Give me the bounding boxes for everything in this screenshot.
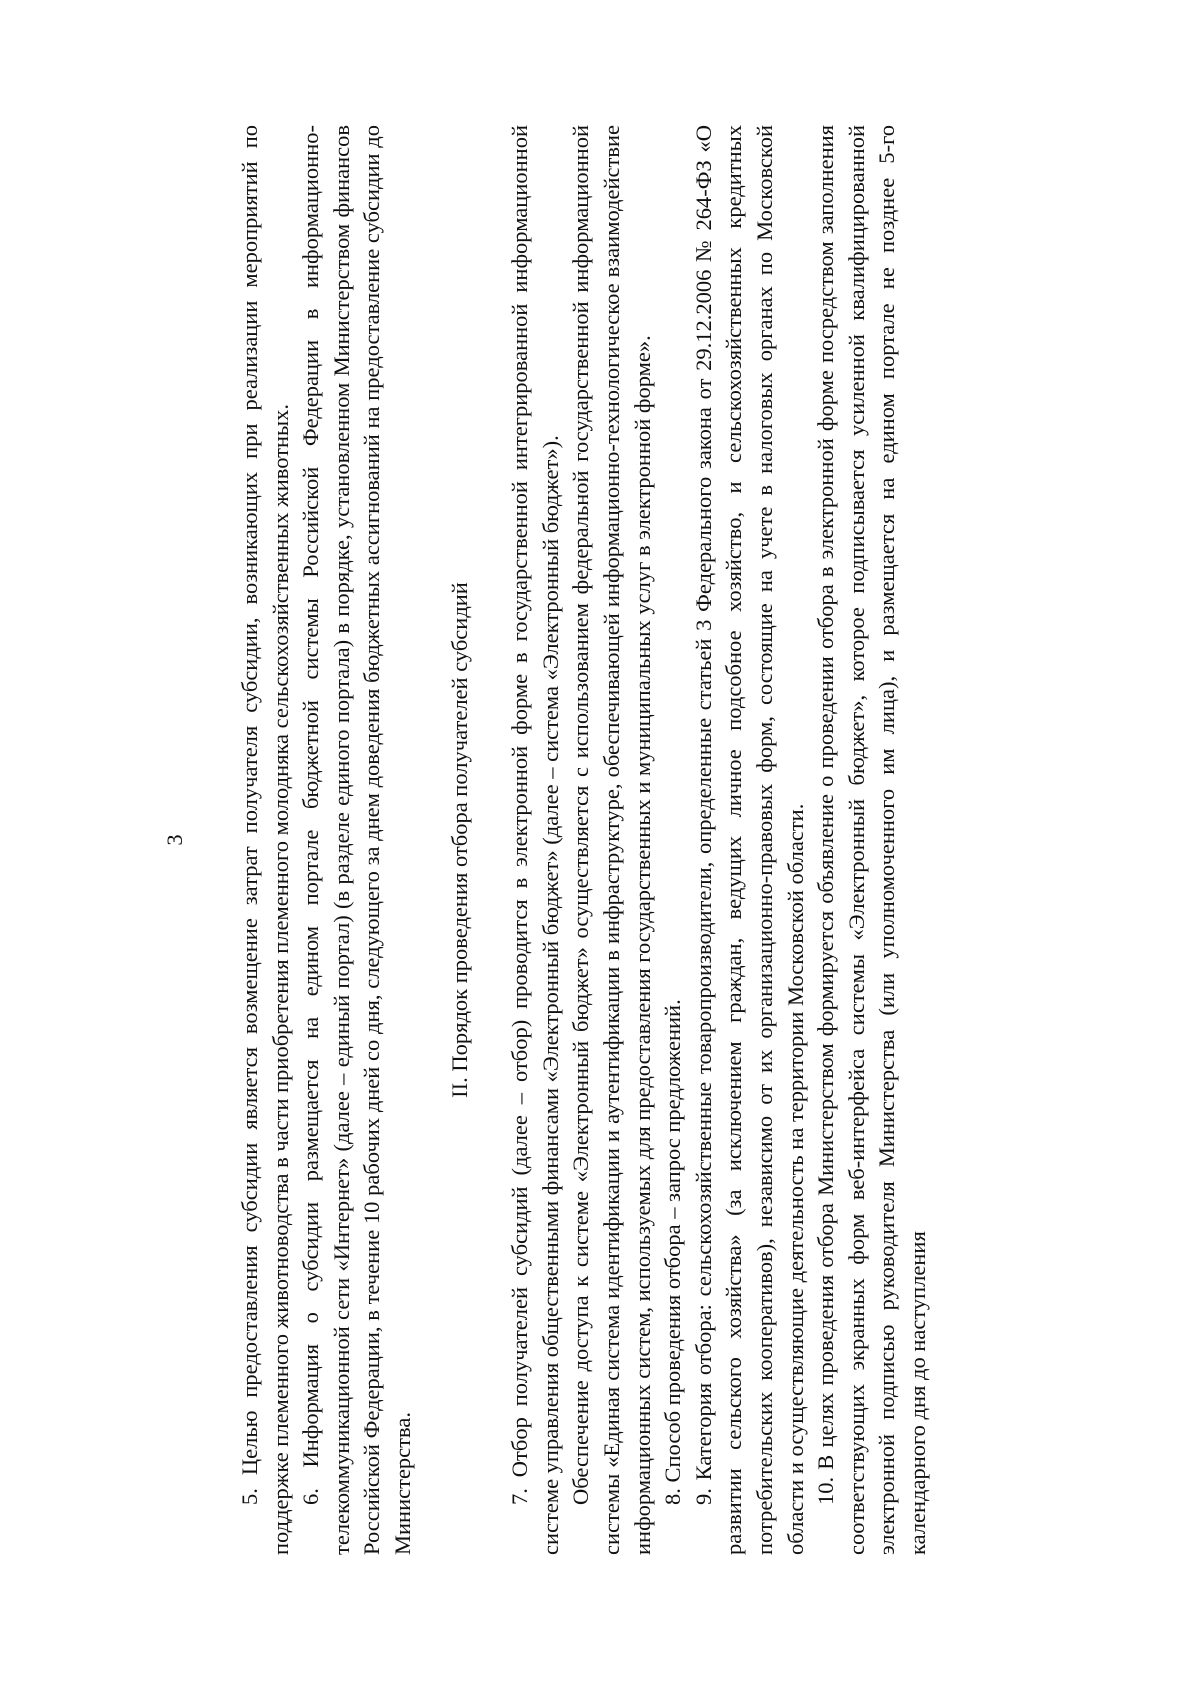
section-heading: II. Порядок проведения отбора получателей субсидий xyxy=(446,582,472,1098)
paragraph-6: 6. Информация о субсидии размещается на едином портале бюджетной системы Российской Федерации в информационно-телекоммуникационной сети «Интернет» (далее – единый портал) (в разделе единого портала) в порядке, установленном Министерством финансов Российской Федерации, в течение 10 рабочих дней со дня, следующего за днем доведения бюджетных ассигнований на предоставление субсидии до Министерства. xyxy=(298,125,415,1555)
paragraph-9: 9. Категория отбора: сельскохозяйственные товаропроизводители, определенные статьей 3 Федерального закона от 29.12.2006 № 264-ФЗ «О развитии сельского хозяйства» (за исключением граждан, ведущих личное подсобное хозяйство, и сельскохозяйственных кредитных потребительских кооперативов), независимо от их организационно-правовых форм, состоящие на учете в налоговых органах по Московской области и осуществляющие деятельность на территории Московской области. xyxy=(690,125,808,1555)
rotated-text-block xyxy=(160,125,980,1555)
paragraph-7: 7. Отбор получателей субсидий (далее – отбор) проводится в электронной форме в государственной интегрированной информационной системе управления общественными финансами «Электронный бюджет» (далее – система «Электронный бюджет»). xyxy=(507,125,563,1555)
paragraph-8: 8. Способ проведения отбора – запрос предложений. xyxy=(660,999,686,1505)
paragraph-10: 10. В целях проведения отбора Министерством формируется объявление о проведении отбора в электронной форме посредством заполнения соответствующих экранных форм веб-интерфейса системы «Электронный бюджет», которое подписывается усиленной квалифицированной электронной подписью руководителя Министерства (или уполномоченного им лица), и размещается на едином портале не позднее 5-го календарного дня до наступления xyxy=(813,125,930,1555)
paragraph-7-access: Обеспечение доступа к системе «Электронный бюджет» осуществляется с использованием федеральной государственной информационной системы «Единая система идентификации и аутентификации в инфраструктуре, обеспечивающей информационно-технологическое взаимодействие информационных систем, используемых для предоставления государственных и муниципальных услуг в электронной форме». xyxy=(568,125,655,1555)
paragraph-5: 5. Целью предоставления субсидии является возмещение затрат получателя субсидии, возникающих при реализации мероприятий по поддержке племенного животноводства в части приобретения племенного молодняка сельскохозяйственных животных. xyxy=(237,125,293,1555)
page-number: 3 xyxy=(162,834,187,846)
